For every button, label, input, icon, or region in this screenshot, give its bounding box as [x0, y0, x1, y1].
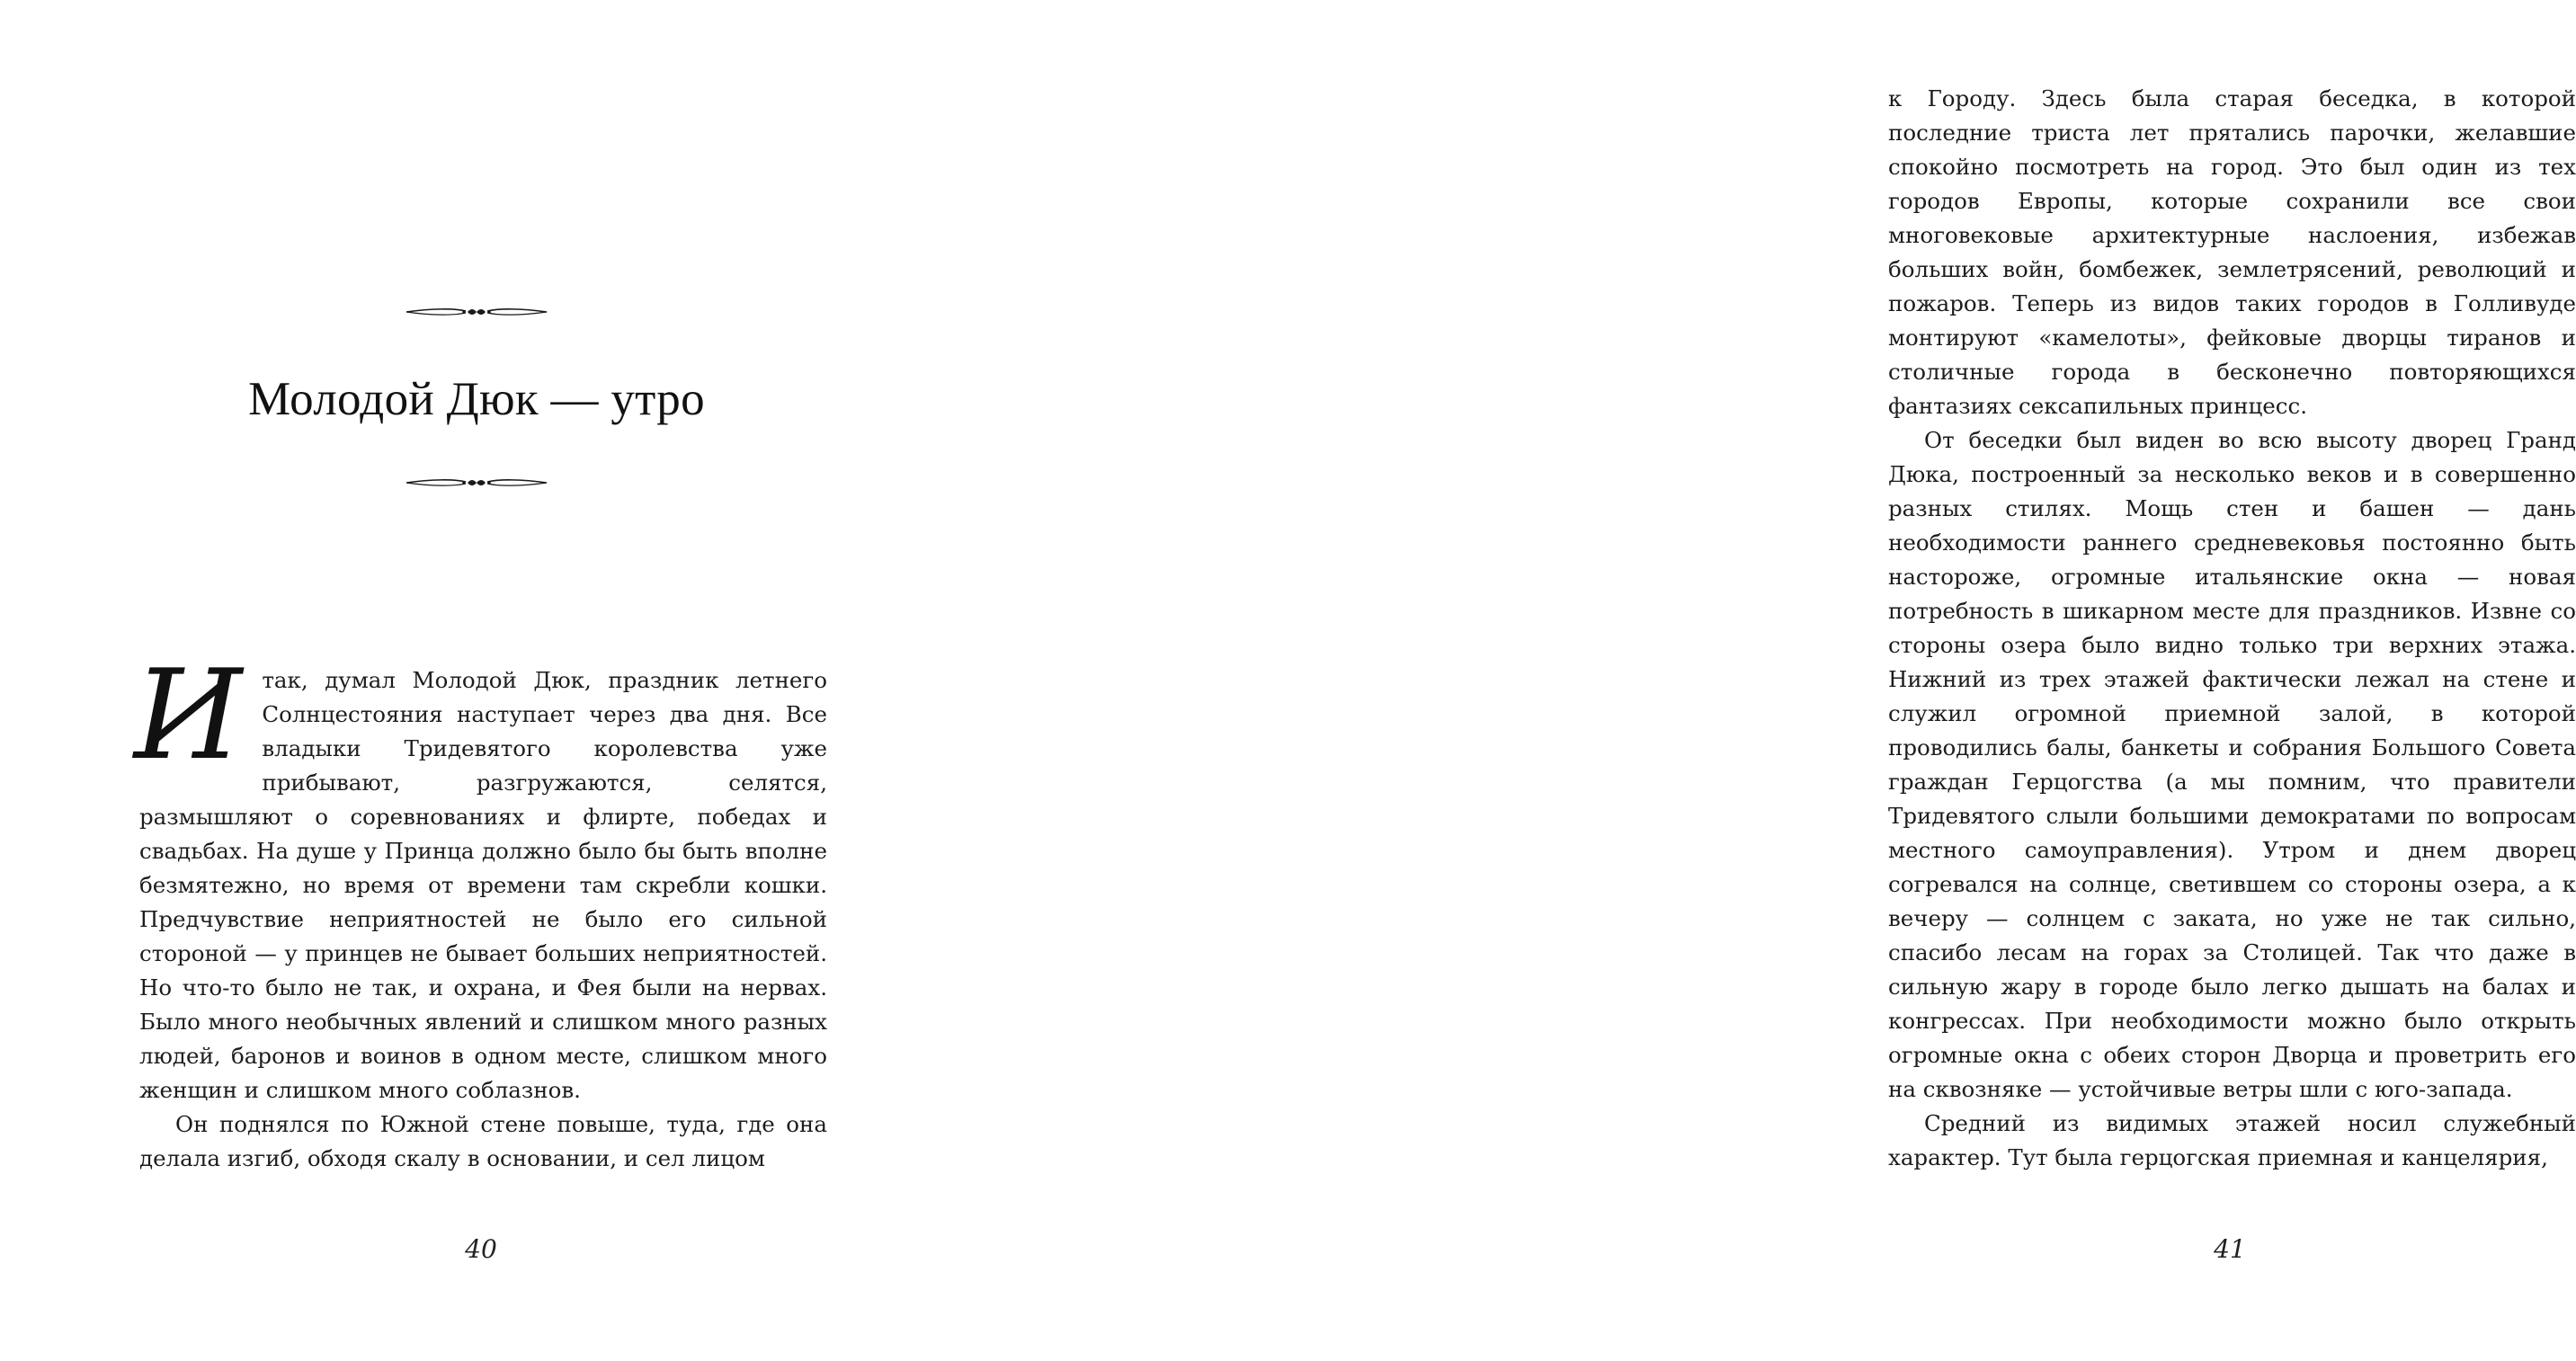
left-page	[0, 0, 899, 1361]
paragraph: к Городу. Здесь была старая беседка, в которой последние триста лет прятались парочки, желавшие спокойно посмотреть на город. Это был один из тех городов Европы, которые сохранили все свои многовековые архитектурные наслоения, избежав больших войн, бомбежек, землетрясений, революций и пожаров. Теперь из видов таких городов в Голливуде монтируют «камелоты», фейковые дворцы тиранов и столичные города в бесконечно повторяющихся фантазиях сексапильных принцесс.	[1888, 85, 2576, 419]
paragraph: Он поднялся по Южной стене повыше, туда, где она делала изгиб, обходя скалу в основании, и сел лицом	[139, 1111, 827, 1171]
paragraph: От беседки был виден во всю высоту дворец Гранд Дюка, построенный за несколько веков и в совершенно разных стилях. Мощь стен и башен — дань необходимости раннего средневековья постоянно быть настороже, огромные итальянские окна — новая потребность в шикарном месте для праздников. Извне со стороны озера было видно только три верхних этажа. Нижний из трех этажей фактически лежал на стене и служил огромной приемной залой, в которой проводились балы, банкеты и собрания Большого Совета граждан Герцогства (а мы помним, что правители Тридевятого слыли большими демократами по вопросам местного самоуправления). Утром и днем дворец согревался на солнце, светившем со стороны озера, а к вечеру — солнцем с заката, но уже не так сильно, спасибо лесам на горах за Столицей. Так что даже в сильную жару в городе было легко дышать на балах и конгрессах. При необходимости можно было открыть огромные окна с обеих сторон Дворца и проветрить его на сквозняке — устойчивые ветры шли с юго-запада.	[1888, 427, 2576, 1102]
paragraph-text: так, думал Молодой Дюк, праздник летнего Солнцестояния наступает через два дня. Все владыки Тридевятого королевства уже прибывают, разгружаются, селятся, размышляют о соревнованиях и флирте, победах и свадьбах. На душе у Принца должно было бы быть вполне безмятежно, но время от времени там скребли кошки. Предчувствие неприятностей не было его сильной стороной — у принцев не бывает больших неприятностей. Но что-то было не так, и охрана, и Фея были на нервах. Было много необычных явлений и слишком много разных людей, баронов и воинов в одном месте, слишком много женщин и слишком много соблазнов.	[139, 667, 827, 1103]
chapter-title: Молодой Дюк — утро	[248, 373, 705, 425]
ornament-divider-top-icon	[405, 306, 548, 318]
page-number: 41	[2214, 1234, 2246, 1264]
drop-cap: И	[134, 643, 243, 787]
right-page	[899, 0, 2576, 1361]
left-page-text	[134, 643, 827, 1176]
paragraph	[134, 643, 827, 1107]
ornament-divider-bottom-icon	[405, 476, 548, 489]
page-number: 40	[465, 1234, 497, 1264]
paragraph: Средний из видимых этажей носил служебный характер. Тут была герцогская приемная и канцелярия,	[1888, 1110, 2576, 1170]
right-page-text	[1888, 82, 2576, 1175]
